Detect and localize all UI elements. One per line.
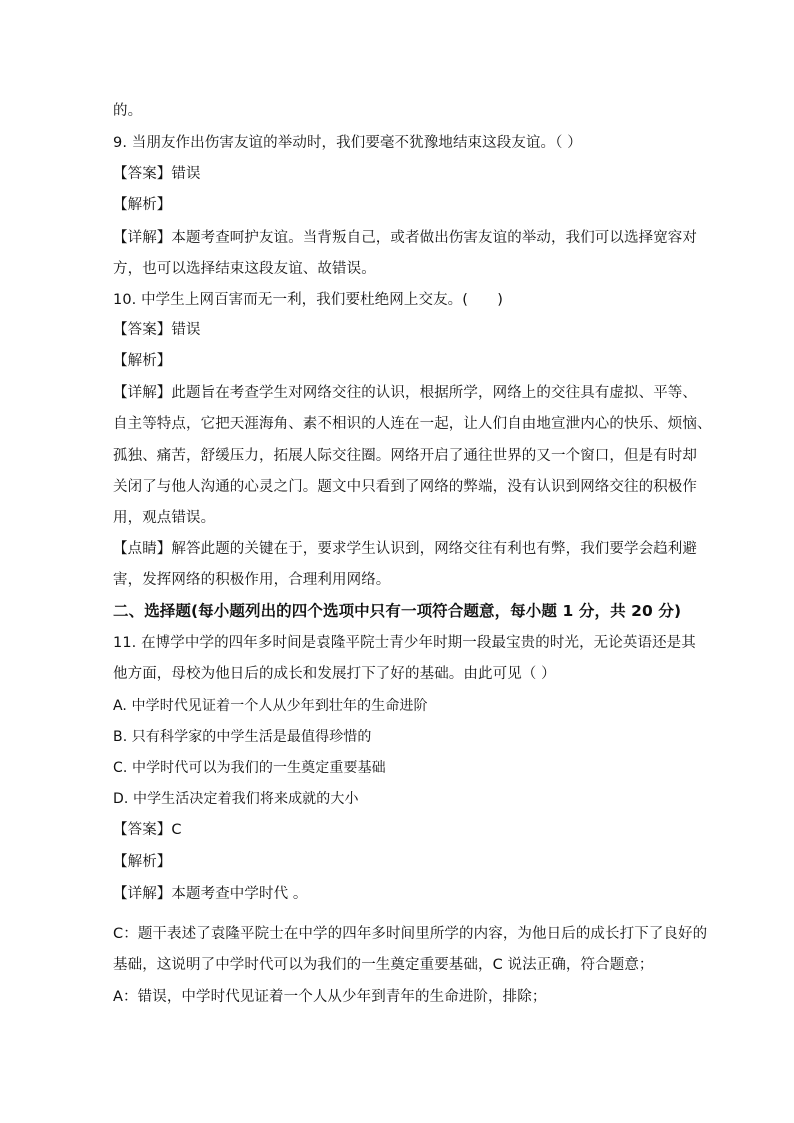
question-10: 10. 中学生上网百害而无一利，我们要杜绝网上交友。( ): [113, 292, 503, 308]
option-a: A. 中学时代见证着一个人从少年到壮年的生命进阶: [113, 698, 428, 714]
explanation-line: 孤独、痛苦，舒缓压力，拓展人际交往圈。网络开启了通往世界的又一个窗口，但是有时却: [113, 448, 697, 464]
tip-line: 害，发挥网络的积极作用，合理利用网络。: [113, 572, 391, 588]
explanation-line: 【详解】此题旨在考查学生对网络交往的认识，根据所学，网络上的交往具有虚拟、平等、: [113, 385, 697, 401]
question-11: 11. 在博学中学的四年多时间是袁隆平院士青少年时期一段最宝贵的时光，无论英语还是其: [113, 635, 696, 651]
answer-label: 【答案】错误: [113, 166, 201, 182]
explanation-line: 方，也可以选择结束这段友谊、故错误。: [113, 261, 376, 277]
paragraph-line: 的。: [113, 103, 143, 119]
question-9: 9. 当朋友作出伤害友谊的举动时，我们要毫不犹豫地结束这段友谊。（ ）: [113, 135, 582, 151]
explanation-line: 用，观点错误。: [113, 510, 216, 526]
explanation-line: 关闭了与他人沟通的心灵之门。题文中只看到了网络的弊端，没有认识到网络交往的积极作: [113, 479, 697, 495]
explanation-line: C：题干表述了袁隆平院士在中学的四年多时间里所学的内容，为他日后的成长打下了良好的: [113, 926, 708, 942]
tip-line: 【点睛】解答此题的关键在于，要求学生认识到，网络交往有利也有弊，我们要学会趋利避: [113, 541, 697, 557]
explanation-line: 自主等特点，它把天涯海角、素不相识的人连在一起，让人们自由地宣泄内心的快乐、烦恼、: [113, 416, 712, 432]
answer-label: 【答案】错误: [113, 322, 201, 338]
option-d: D. 中学生活决定着我们将来成就的大小: [113, 791, 359, 807]
section-heading: 二、选择题(每小题列出的四个选项中只有一项符合题意，每小题 1 分，共 20 分): [113, 602, 682, 620]
explanation-line: 【详解】本题考查呵护友谊。当背叛自己，或者做出伤害友谊的举动，我们可以选择宽容对: [113, 230, 697, 246]
option-b: B. 只有科学家的中学生活是最值得珍惜的: [113, 729, 372, 745]
option-c: C. 中学时代可以为我们的一生奠定重要基础: [113, 760, 386, 776]
analysis-label: 【解析】: [113, 854, 172, 870]
analysis-label: 【解析】: [113, 353, 172, 369]
explanation-line: 基础，这说明了中学时代可以为我们的一生奠定重要基础，C 说法正确，符合题意；: [113, 957, 654, 973]
analysis-label: 【解析】: [113, 197, 172, 213]
question-11: 他方面，母校为他日后的成长和发展打下了好的基础。由此可见（ ）: [113, 666, 556, 682]
explanation-line: 【详解】本题考查中学时代 。: [113, 886, 308, 902]
explanation-line: A：错误，中学时代见证着一个人从少年到青年的生命进阶，排除；: [113, 989, 547, 1005]
answer-label: 【答案】C: [113, 822, 182, 838]
